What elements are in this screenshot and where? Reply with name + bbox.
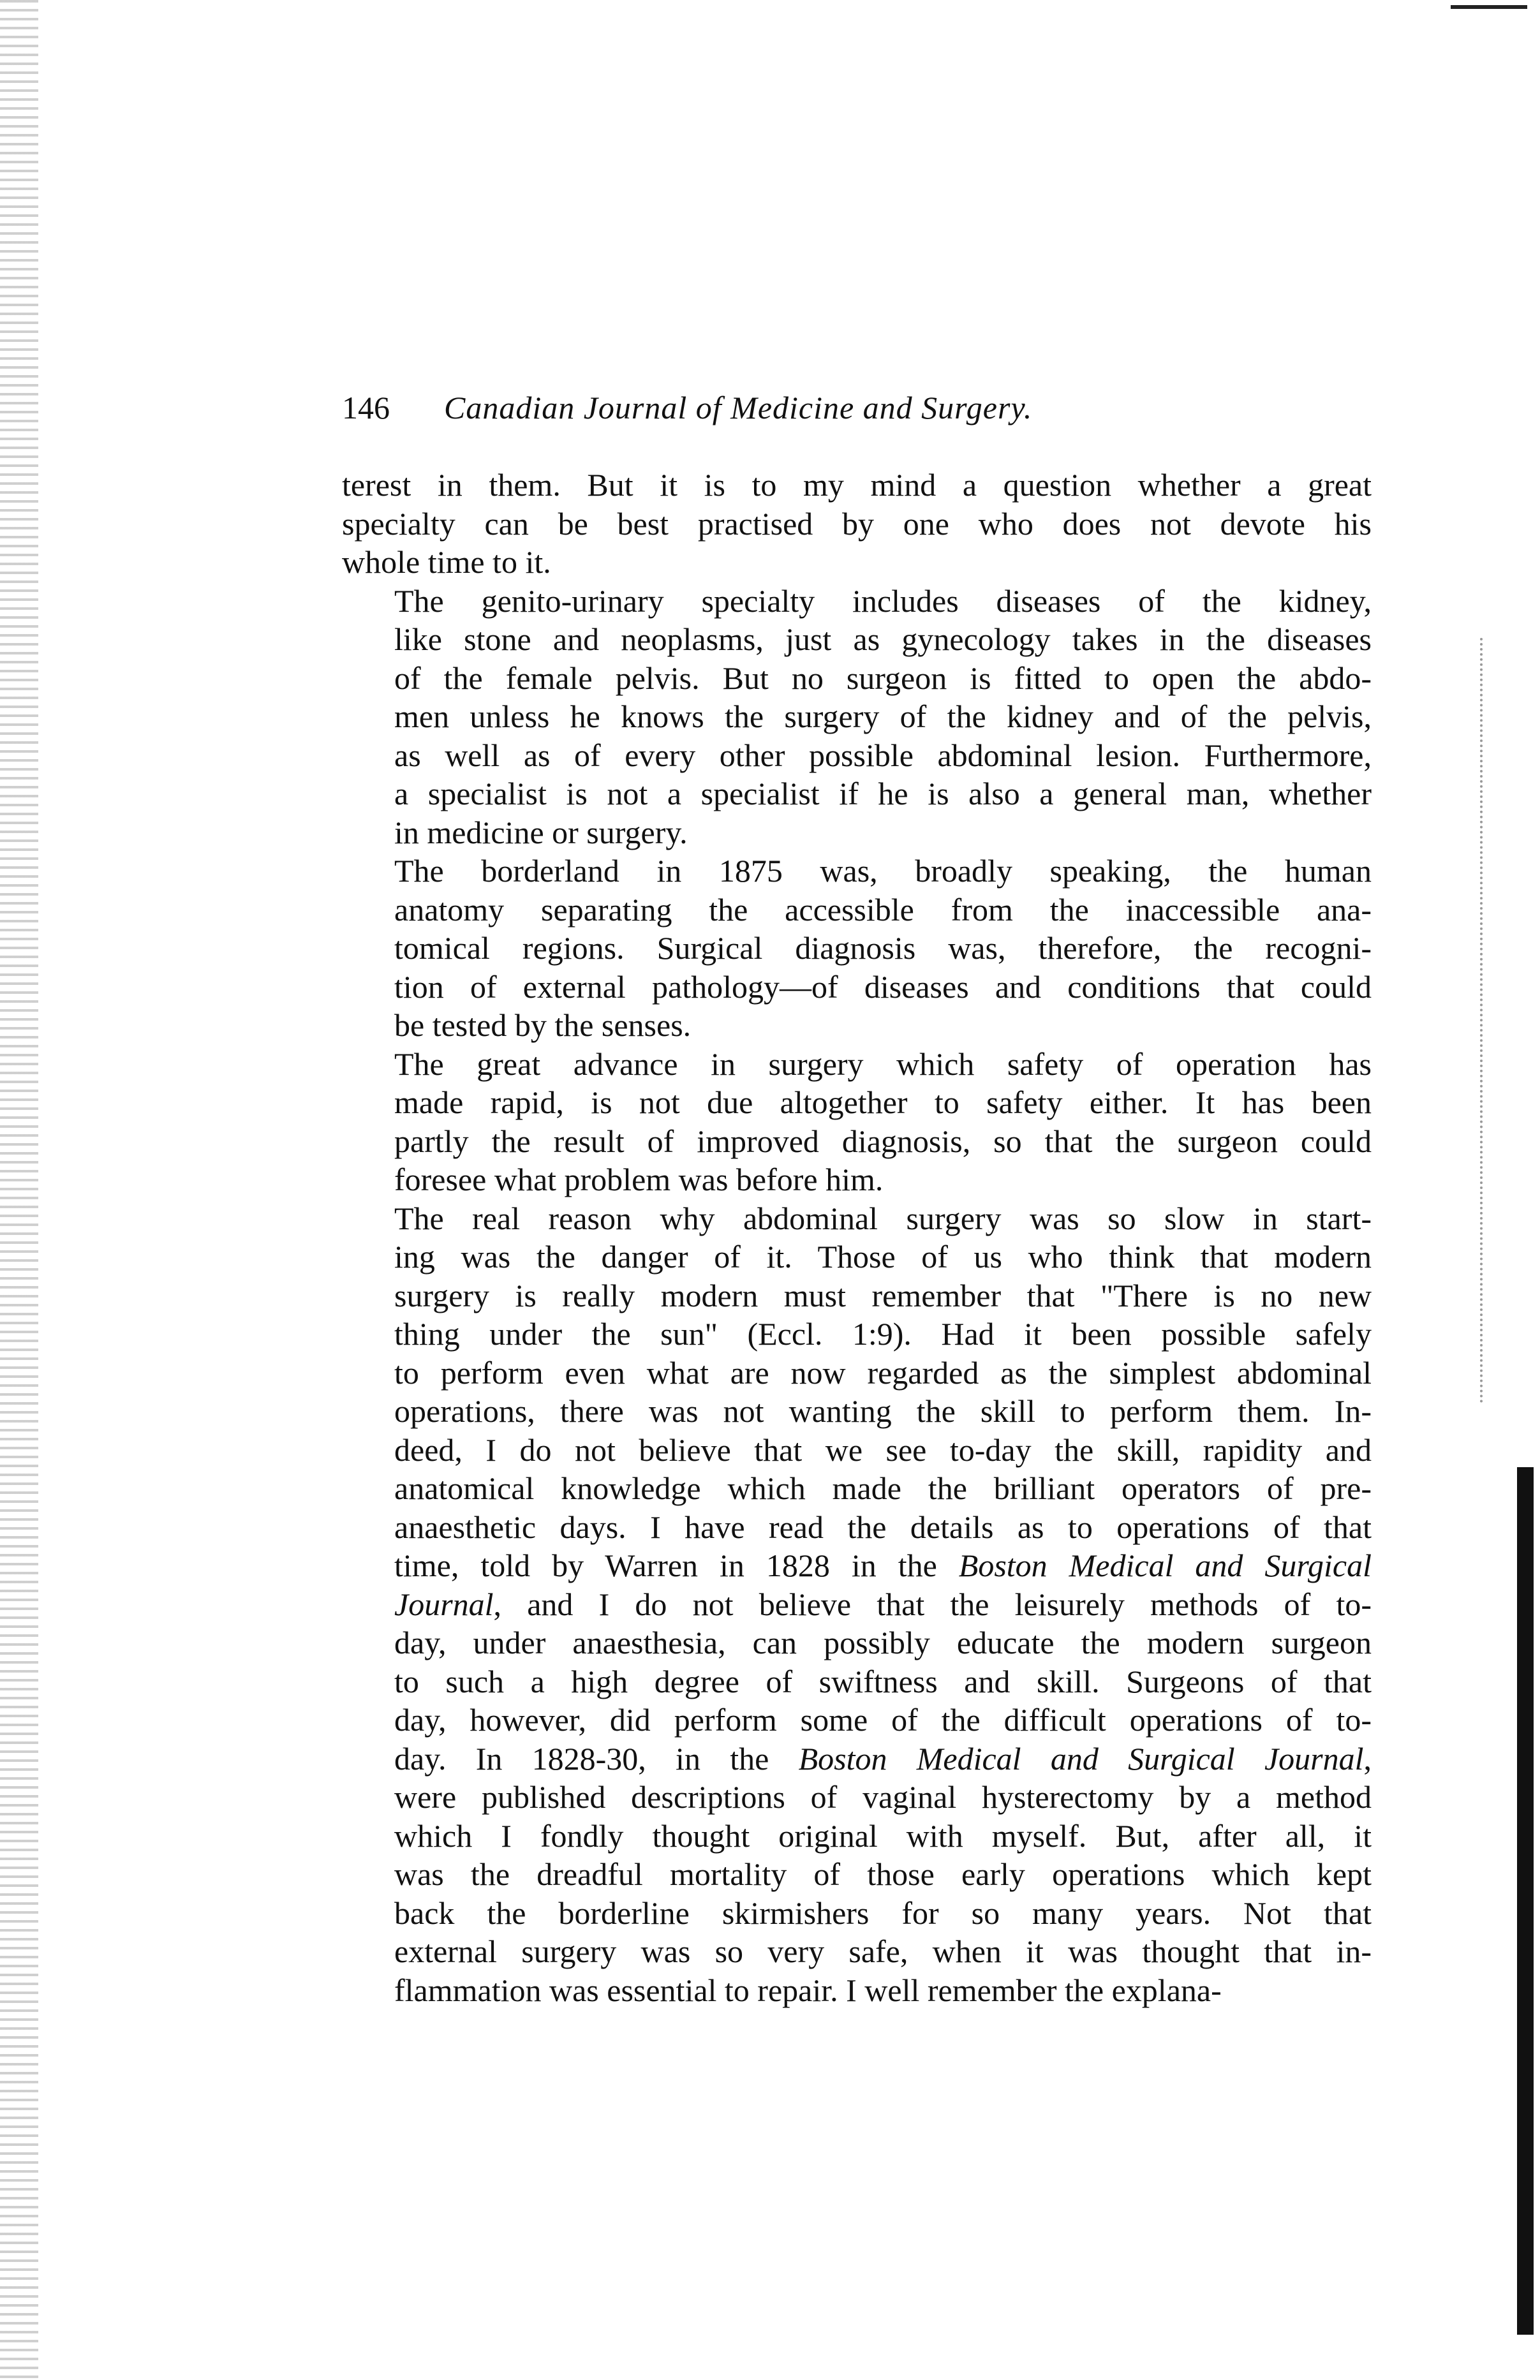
text-line: whole time to it. <box>342 544 551 580</box>
running-head <box>342 389 1372 466</box>
text-line: day, however, did perform some of the difficult operations of to- <box>394 1702 1372 1738</box>
text-line: anatomy separating the accessible from the inaccessible ana- <box>394 891 1372 928</box>
text-line: terest in them. But it is to my mind a question whether a great <box>342 467 1372 503</box>
text-line: made rapid, is not due altogether to safety either. It has been <box>394 1084 1372 1120</box>
journal-title: Canadian Journal of Medicine and Surgery. <box>444 390 1033 425</box>
text-line: external surgery was so very safe, when it was thought that in- <box>394 1933 1372 1969</box>
text-line: tion of external pathology—of diseases and conditions that could <box>394 968 1372 1005</box>
scan-artifact-top <box>1451 5 1527 9</box>
text-line: The genito-urinary specialty includes diseases of the kidney, <box>394 582 1372 619</box>
text-line: tomical regions. Surgical diagnosis was, therefore, the recogni- <box>394 930 1372 966</box>
text-line: thing under the sun" (Eccl. 1:9). Had it been possible safely <box>394 1316 1372 1352</box>
text-line: like stone and neoplasms, just as gynecology takes in the diseases <box>394 621 1372 657</box>
text-line: day. In 1828-30, in the Boston Medical and Surgical Journal, <box>394 1740 1372 1777</box>
text-line: to such a high degree of swiftness and skill. Surgeons of that <box>394 1663 1372 1699</box>
text-line: a specialist is not a specialist if he is also a general man, whether <box>394 776 1372 811</box>
paragraph <box>342 582 1372 852</box>
paragraph <box>342 1199 1372 2010</box>
text-line: back the borderline skirmishers for so many years. Not that <box>394 1895 1372 1931</box>
text-line: time, told by Warren in 1828 in the Boston Medical and Surgical <box>394 1548 1372 1583</box>
text-line: anaesthetic days. I have read the details as to operations of that <box>394 1509 1372 1545</box>
text-line: of the female pelvis. But no surgeon is fitted to open the abdo- <box>394 660 1372 696</box>
page-number: 146 <box>342 390 390 425</box>
text-line: in medicine or surgery. <box>394 814 688 850</box>
text-line: which I fondly thought original with myself. But, after all, it <box>394 1817 1372 1854</box>
paragraph <box>342 1045 1372 1199</box>
text-line: specialty can be best practised by one who does not devote his <box>342 505 1372 542</box>
body-text <box>342 466 1372 2009</box>
text-line: be tested by the senses. <box>394 1007 692 1043</box>
scan-binding-shadow <box>0 0 38 2380</box>
text-line: partly the result of improved diagnosis, so that the surgeon could <box>394 1123 1372 1159</box>
text-line: Journal, and I do not believe that the leisurely methods of to- <box>394 1586 1372 1622</box>
text-line: The real reason why abdominal surgery was so slow in start- <box>394 1200 1372 1236</box>
text-line: ing was the danger of it. Those of us who think that modern <box>394 1239 1372 1275</box>
text-line: were published descriptions of vaginal hysterectomy by a method <box>394 1779 1372 1815</box>
scan-artifact-right-bar <box>1517 1467 1534 2335</box>
text-line: The borderland in 1875 was, broadly speaking, the human <box>394 853 1372 889</box>
scan-artifact-dots <box>1477 638 1483 1403</box>
text-line: men unless he knows the surgery of the kidney and of the pelvis, <box>394 698 1372 734</box>
text-line: was the dreadful mortality of those early operations which kept <box>394 1856 1372 1892</box>
paragraph <box>342 852 1372 1045</box>
text-line: to perform even what are now regarded as the simplest abdominal <box>394 1354 1372 1391</box>
text-line: operations, there was not wanting the skill to perform them. In- <box>394 1393 1372 1429</box>
paragraph <box>342 466 1372 582</box>
text-line: surgery is really modern must remember that "There is no new <box>394 1277 1372 1313</box>
text-line: as well as of every other possible abdominal lesion. Furthermore, <box>394 737 1372 773</box>
text-line: foresee what problem was before him. <box>394 1162 884 1197</box>
text-line: day, under anaesthesia, can possibly educate the modern surgeon <box>394 1625 1372 1660</box>
text-line: flammation was essential to repair. I well remember the explana- <box>394 1972 1222 2008</box>
text-line: The great advance in surgery which safety of operation has <box>394 1046 1372 1082</box>
book-page <box>342 389 1372 2009</box>
text-line: deed, I do not believe that we see to-day the skill, rapidity and <box>394 1431 1372 1468</box>
text-line: anatomical knowledge which made the brilliant operators of pre- <box>394 1470 1372 1506</box>
